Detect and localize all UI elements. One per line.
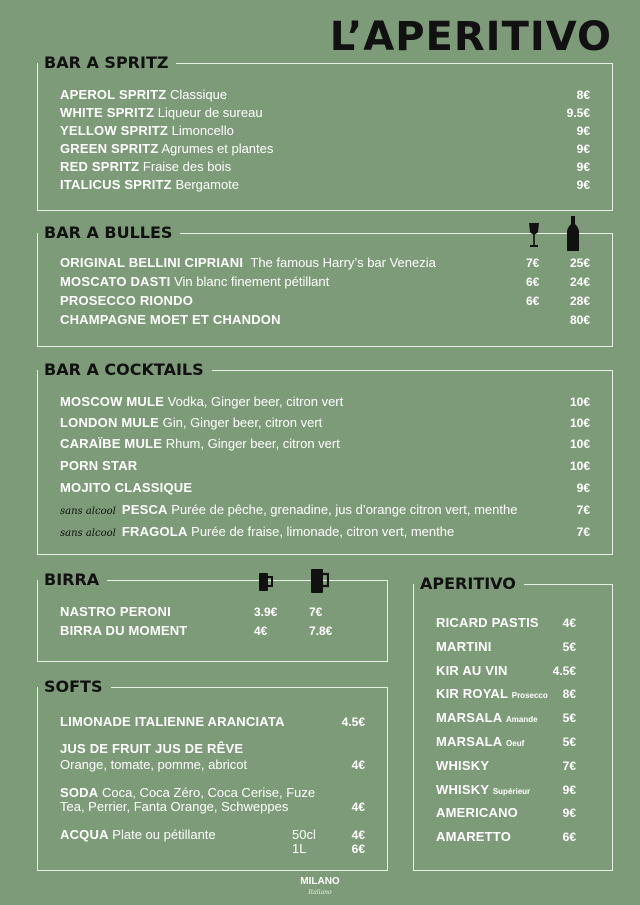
menu-item: GREEN SPRITZ Agrumes et plantes 9€ (60, 141, 590, 156)
menu-item: LONDON MULE Gin, Ginger beer, citron vert 10€ (60, 415, 590, 430)
small-beer-icon (259, 573, 273, 591)
aperitivo-section (413, 574, 613, 871)
menu-item: CARAÏBE MULE Rhum, Ginger beer, citron vert 10€ (60, 436, 590, 451)
cocktails-section-title: BAR A COCKTAILS (38, 358, 212, 382)
menu-item: sans alcool PESCA Purée de pêche, grenadine, jus d’orange citron vert, menthe 7€ (60, 502, 590, 517)
menu-item: ITALICUS SPRITZ Bergamote 9€ (60, 177, 590, 192)
menu-item: BIRRA DU MOMENT 4€ 7.8€ (60, 623, 333, 638)
menu-item: MOSCOW MULE Vodka, Ginger beer, citron vert 10€ (60, 394, 590, 409)
spritz-section-title: BAR A SPRITZ (38, 51, 176, 75)
menu-item-detail: Tea, Perrier, Fanta Orange, Schweppes 4€ (60, 799, 365, 814)
brand-tagline: Italiano (308, 889, 332, 896)
menu-item: KIR AU VIN 4.5€ (436, 663, 576, 678)
menu-item: CHAMPAGNE MOET ET CHANDON 80€ (60, 312, 590, 327)
birra-section (37, 570, 388, 662)
menu-item: RED SPRITZ Fraise des bois 9€ (60, 159, 590, 174)
sans-alcool-tag: sans alcool (60, 506, 116, 517)
menu-item: AMARETTO 6€ (436, 829, 576, 844)
bulles-section (37, 223, 613, 347)
menu-item: MARSALA Oeuf 5€ (436, 734, 576, 749)
menu-item: WHISKY Supérieur 9€ (436, 782, 576, 797)
menu-item: RICARD PASTIS 4€ (436, 615, 576, 630)
softs-section: SOFTS LIMONADE ITALIENNE ARANCIATA 4.5€ JUS DE FRUIT JUS DE RÊVE Orange, tomate, pomme, abricot 4€ SODA Coca, Coca Zéro, Coca Cerise, Fuze Tea, Perrier, Fanta Orange, Schweppes 4€ ACQUA Plate ou pétillante 50cl 4€ 1L 6€ (37, 687, 388, 871)
menu-item: WHISKY 7€ (436, 758, 576, 773)
menu-item: ORIGINAL BELLINI CIPRIANI The famous Harry’s bar Venezia 7€ 25€ (60, 255, 590, 270)
softs-section-title: SOFTS (38, 675, 111, 699)
brand-logo: MILANO (300, 876, 340, 887)
menu-item: WHITE SPRITZ Liqueur de sureau 9.5€ (60, 105, 590, 120)
menu-item: KIR ROYAL Prosecco 8€ (436, 686, 576, 701)
menu-item: JUS DE FRUIT JUS DE RÊVE (60, 741, 244, 756)
large-beer-icon (311, 569, 329, 593)
menu-item: PROSECCO RIONDO 6€ 28€ (60, 293, 590, 308)
menu-item: MOJITO CLASSIQUE 9€ (60, 480, 590, 495)
cocktails-section (37, 360, 613, 555)
menu-item: LIMONADE ITALIENNE ARANCIATA 4.5€ (60, 714, 365, 729)
aperitivo-section-title: APERITIVO (414, 572, 524, 596)
menu-item: YELLOW SPRITZ Limoncello 9€ (60, 123, 590, 138)
bottle-icon (566, 216, 580, 252)
menu-item: sans alcool FRAGOLA Purée de fraise, limonade, citron vert, menthe 7€ (60, 524, 590, 539)
birra-section-title: BIRRA (38, 568, 107, 592)
menu-title: L’APERITIVO (329, 14, 612, 60)
menu-item: MARTINI 5€ (436, 639, 576, 654)
sans-alcool-tag: sans alcool (60, 528, 116, 539)
bulles-section-title: BAR A BULLES (38, 221, 180, 245)
menu-item: NASTRO PERONI 3.9€ 7€ (60, 604, 323, 619)
menu-item: APEROL SPRITZ Classique 8€ (60, 87, 590, 102)
spritz-section (37, 53, 613, 211)
menu-item-detail: Orange, tomate, pomme, abricot 4€ (60, 757, 365, 772)
menu-item: MARSALA Amande 5€ (436, 710, 576, 725)
menu-item: AMERICANO 9€ (436, 805, 576, 820)
menu-item: ACQUA Plate ou pétillante 50cl 4€ (60, 827, 365, 842)
menu-item: SODA Coca, Coca Zéro, Coca Cerise, Fuze (60, 785, 316, 800)
menu-item: MOSCATO DASTI Vin blanc finement pétillant 6€ 24€ (60, 274, 590, 289)
menu-item: PORN STAR 10€ (60, 458, 590, 473)
wine-glass-icon (527, 222, 541, 250)
